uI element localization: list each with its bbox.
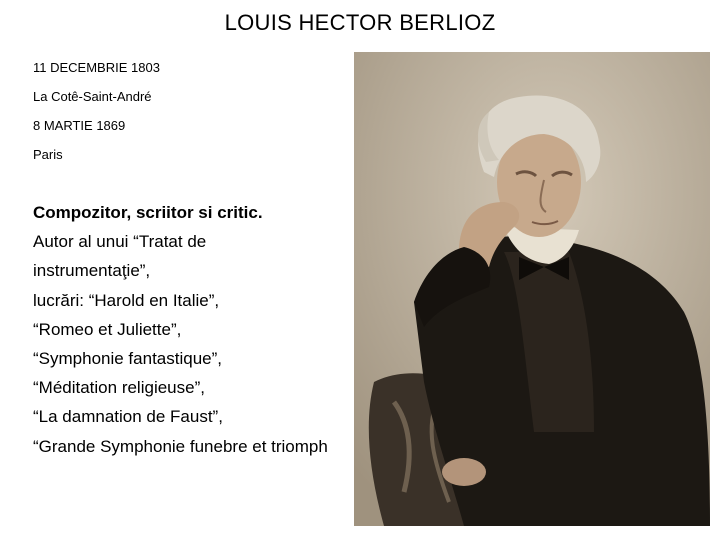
description-line-6: “Symphonie fantastique”, (33, 348, 222, 368)
portrait-illustration (354, 52, 710, 526)
description-line-7: “Méditation religieuse”, (33, 378, 205, 398)
portrait-photo (354, 52, 710, 526)
birth-place: La Cotê-Saint-André (33, 89, 152, 104)
description-line-1: Compozitor, scriitor si critic. (33, 203, 263, 222)
birth-date: 11 DECEMBRIE 1803 (33, 60, 160, 75)
description-line-8: “La damnation de Faust”, (33, 407, 223, 427)
description-line-5: “Romeo et Juliette”, (33, 319, 182, 339)
death-date: 8 MARTIE 1869 (33, 118, 126, 133)
biographical-facts (33, 58, 353, 174)
description-line-3: instrumentaţie”, (33, 261, 151, 281)
description-line-4: lucrări: “Harold en Italie”, (33, 290, 220, 310)
death-place: Paris (33, 147, 63, 162)
description (33, 198, 363, 461)
description-line-2: Autor al unui “Tratat de (33, 232, 207, 252)
description-line-9: “Grande Symphonie funebre et triomph (33, 436, 328, 456)
page-title: LOUIS HECTOR BERLIOZ (224, 10, 496, 35)
